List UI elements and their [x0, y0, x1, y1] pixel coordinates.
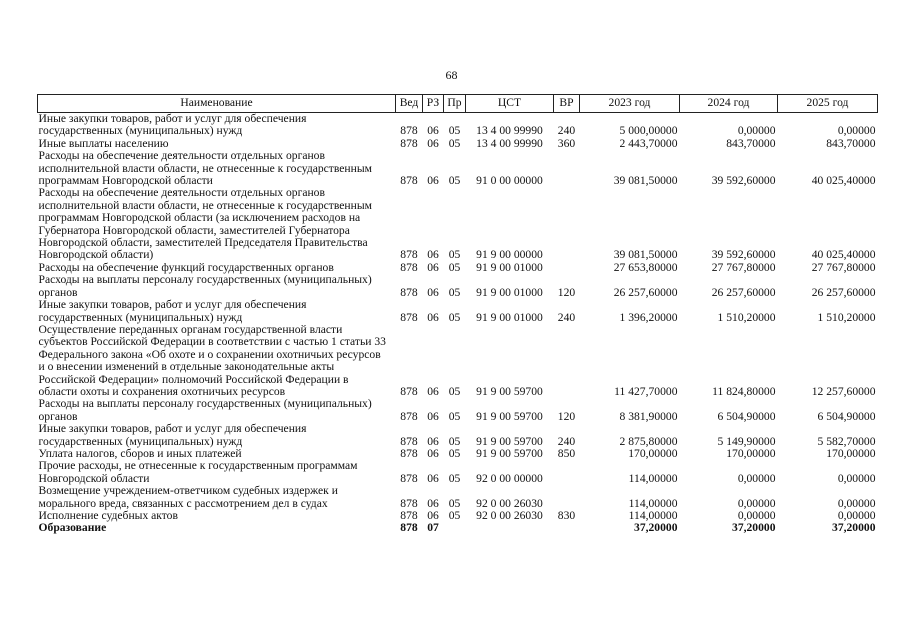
- row-vr: 830: [557, 509, 576, 522]
- header-pr: Пр: [444, 95, 466, 113]
- row-vr: 360: [557, 136, 576, 150]
- row-pr: [444, 522, 466, 534]
- row-rz: 06: [427, 174, 439, 188]
- row-name: Образование: [38, 521, 107, 535]
- row-vr: [554, 324, 580, 398]
- row-cst: 92 0 00 26030: [476, 496, 543, 510]
- table-row: [38, 150, 878, 187]
- row-amount-2024: 0,00000: [737, 124, 776, 138]
- table-row: [38, 485, 878, 510]
- row-ved: 878: [400, 174, 418, 188]
- row-amount-2025: 40 025,40000: [811, 174, 876, 188]
- row-vr: 240: [557, 434, 576, 448]
- row-amount-2023: 1 396,20000: [619, 310, 678, 324]
- row-amount-2024: 0,00000: [737, 509, 776, 522]
- row-amount-2025: 5 582,70000: [817, 434, 876, 448]
- row-amount-2025: 12 257,60000: [811, 384, 876, 398]
- row-amount-2024: 6 504,90000: [717, 409, 776, 423]
- row-cst: 91 9 00 59700: [476, 409, 543, 423]
- row-cst: 13 4 00 99990: [476, 136, 543, 150]
- row-cst: 92 0 00 26030: [476, 509, 543, 522]
- row-name: Расходы на обеспечение деятельности отдельных органов исполнительной власти области, не отнесенные к государственным программам Новгородской области (за исключением расходов на Губернатора Новгородской области, заместителей Губернатора Новгородской области, заместителей Председателя Правительства Новгородской области): [38, 186, 372, 262]
- row-rz: 06: [427, 260, 439, 274]
- row-amount-2025: 170,00000: [826, 446, 876, 460]
- row-rz: 06: [427, 310, 439, 324]
- row-amount-2025: 1 510,20000: [817, 310, 876, 324]
- row-rz: 06: [427, 496, 439, 510]
- row-amount-2024: 1 510,20000: [717, 310, 776, 324]
- row-name: Уплата налогов, сборов и иных платежей: [38, 446, 242, 460]
- row-pr: 05: [448, 509, 461, 522]
- row-cst: 13 4 00 99990: [476, 124, 543, 138]
- row-ved: 878: [400, 409, 418, 423]
- row-rz: 06: [427, 446, 439, 460]
- row-pr: 05: [448, 260, 461, 274]
- row-cst: 91 9 00 01000: [476, 310, 543, 324]
- row-name: Возмещение учреждением-ответчиком судебных издержек и морального вреда, связанных с рассмотрением дел в судах: [38, 484, 338, 510]
- row-amount-2023: 11 427,70000: [614, 384, 678, 398]
- row-amount-2025: 6 504,90000: [817, 409, 876, 423]
- row-name: Прочие расходы, не отнесенные к государственным программам Новгородской области: [38, 459, 358, 485]
- row-amount-2025: 843,70000: [826, 136, 876, 150]
- row-ved: 878: [400, 124, 418, 138]
- row-cst: 91 9 00 01000: [476, 285, 543, 299]
- row-vr: 240: [557, 310, 576, 324]
- row-pr: 05: [448, 384, 461, 398]
- row-pr: 05: [448, 136, 461, 150]
- row-amount-2025: 37,20000: [832, 521, 876, 535]
- row-amount-2024: 0,00000: [737, 471, 776, 485]
- budget-table: [37, 94, 878, 535]
- table-row: [38, 460, 878, 485]
- row-amount-2024: 0,00000: [737, 496, 776, 510]
- row-pr: 05: [448, 409, 461, 423]
- table-row: [38, 299, 878, 324]
- row-cst: 91 9 00 59700: [476, 384, 543, 398]
- row-pr: 05: [448, 310, 461, 324]
- row-cst: 92 0 00 00000: [476, 471, 543, 485]
- table-row: [38, 423, 878, 448]
- table-row: [38, 398, 878, 423]
- row-rz: 06: [427, 409, 439, 423]
- row-amount-2023: 26 257,60000: [613, 285, 678, 299]
- header-rz: РЗ: [423, 95, 444, 113]
- header-vr: ВР: [554, 95, 580, 113]
- row-amount-2024: 5 149,90000: [717, 434, 776, 448]
- row-cst: [466, 522, 554, 534]
- page-number: 68: [445, 68, 458, 82]
- row-vr: 240: [557, 124, 576, 138]
- row-name: Иные выплаты населению: [38, 136, 169, 150]
- row-pr: 05: [448, 248, 461, 262]
- header-name: Наименование: [38, 95, 396, 113]
- row-ved: 878: [400, 136, 418, 150]
- row-amount-2023: 2 443,70000: [619, 136, 678, 150]
- row-ved: 878: [400, 260, 418, 274]
- row-ved: 878: [400, 310, 418, 324]
- row-vr: [554, 485, 580, 510]
- table-row: [38, 522, 878, 534]
- row-amount-2024: 26 257,60000: [711, 285, 776, 299]
- row-vr: [554, 522, 580, 534]
- row-cst: 91 9 00 59700: [476, 446, 543, 460]
- row-amount-2023: 114,00000: [628, 471, 678, 485]
- row-amount-2025: 26 257,60000: [811, 285, 876, 299]
- row-amount-2023: 2 875,80000: [619, 434, 678, 448]
- table-body: [38, 113, 878, 535]
- table-row: [38, 324, 878, 398]
- row-vr: [554, 460, 580, 485]
- row-rz: 06: [427, 285, 439, 299]
- row-amount-2024: 27 767,80000: [711, 260, 776, 274]
- row-name: Осуществление переданных органам государственной власти субъектов Российской Федерации в соответствии с частью 1 статьи 33 Федерального закона «Об охоте и о сохранении охотничьих ресурсов и о внесении изменений в отдельные законодательные акты Российской Федерации» полномочий Российской Федерации в области охоты и сохранения охотничьих ресурсов: [38, 322, 386, 398]
- table-row: [38, 187, 878, 261]
- row-rz: 06: [427, 124, 439, 138]
- row-cst: 91 9 00 59700: [476, 434, 543, 448]
- row-rz: 06: [427, 509, 439, 522]
- row-name: Иные закупки товаров, работ и услуг для обеспечения государственных (муниципальных) нужд: [38, 112, 307, 138]
- row-ved: 878: [400, 521, 418, 535]
- row-amount-2023: 39 081,50000: [613, 248, 678, 262]
- row-amount-2024: 39 592,60000: [711, 248, 776, 262]
- row-cst: 91 9 00 01000: [476, 260, 543, 274]
- row-pr: 05: [448, 471, 461, 485]
- row-amount-2024: 39 592,60000: [711, 174, 776, 188]
- row-rz: 06: [427, 434, 439, 448]
- row-pr: 05: [448, 496, 461, 510]
- row-amount-2025: 0,00000: [837, 124, 876, 138]
- row-name: Расходы на выплаты персоналу государственных (муниципальных) органов: [38, 397, 372, 423]
- row-name: Иные закупки товаров, работ и услуг для обеспечения государственных (муниципальных) нужд: [38, 298, 307, 324]
- row-amount-2023: 114,00000: [628, 509, 678, 522]
- row-amount-2023: 37,20000: [634, 521, 678, 535]
- row-cst: 91 0 00 00000: [476, 174, 543, 188]
- row-amount-2024: 843,70000: [726, 136, 776, 150]
- row-pr: 05: [448, 446, 461, 460]
- row-amount-2025: 0,00000: [837, 509, 876, 522]
- row-ved: 878: [400, 446, 418, 460]
- row-amount-2023: 8 381,90000: [619, 409, 678, 423]
- row-ved: 878: [400, 496, 418, 510]
- row-name: Исполнение судебных актов: [38, 509, 178, 522]
- row-amount-2024: 37,20000: [732, 521, 776, 535]
- row-vr: [554, 187, 580, 261]
- row-rz: 06: [427, 384, 439, 398]
- row-rz: 06: [427, 248, 439, 262]
- row-rz: 06: [427, 471, 439, 485]
- row-ved: 878: [400, 434, 418, 448]
- row-name: Расходы на обеспечение деятельности отдельных органов исполнительной власти области, не отнесенные к государственным программам Новгородской области: [38, 149, 372, 188]
- row-name: Иные закупки товаров, работ и услуг для обеспечения государственных (муниципальных) нужд: [38, 422, 307, 448]
- row-amount-2023: 114,00000: [628, 496, 678, 510]
- row-vr: [554, 150, 580, 187]
- row-rz: 07: [427, 521, 439, 535]
- row-amount-2023: 170,00000: [628, 446, 678, 460]
- row-ved: 878: [400, 471, 418, 485]
- row-amount-2025: 0,00000: [837, 496, 876, 510]
- row-vr: [554, 262, 580, 274]
- row-amount-2024: 170,00000: [726, 446, 776, 460]
- row-ved: 878: [400, 509, 418, 522]
- row-rz: 06: [427, 136, 439, 150]
- row-vr: 120: [557, 285, 576, 299]
- row-amount-2025: 0,00000: [837, 471, 876, 485]
- row-vr: 120: [557, 409, 576, 423]
- table-row: [38, 274, 878, 299]
- row-amount-2025: 27 767,80000: [811, 260, 876, 274]
- row-pr: 05: [448, 285, 461, 299]
- row-ved: 878: [400, 285, 418, 299]
- row-cst: 91 9 00 00000: [476, 248, 543, 262]
- header-2025: 2025 год: [778, 95, 878, 113]
- row-amount-2023: 27 653,80000: [613, 260, 678, 274]
- row-name: Расходы на выплаты персоналу государственных (муниципальных) органов: [38, 273, 372, 299]
- header-2024: 2024 год: [680, 95, 778, 113]
- row-amount-2023: 39 081,50000: [613, 174, 678, 188]
- table-row: [38, 113, 878, 138]
- row-pr: 05: [448, 174, 461, 188]
- row-amount-2023: 5 000,00000: [619, 124, 678, 138]
- row-ved: 878: [400, 384, 418, 398]
- header-2023: 2023 год: [580, 95, 680, 113]
- row-amount-2025: 40 025,40000: [811, 248, 876, 262]
- row-amount-2024: 11 824,80000: [712, 384, 776, 398]
- table-header-row: [38, 95, 878, 113]
- header-ved: Вед: [396, 95, 423, 113]
- row-vr: 850: [557, 446, 576, 460]
- row-pr: 05: [448, 124, 461, 138]
- header-cst: ЦСТ: [466, 95, 554, 113]
- row-name: Расходы на обеспечение функций государственных органов: [38, 260, 334, 274]
- row-ved: 878: [400, 248, 418, 262]
- row-pr: 05: [448, 434, 461, 448]
